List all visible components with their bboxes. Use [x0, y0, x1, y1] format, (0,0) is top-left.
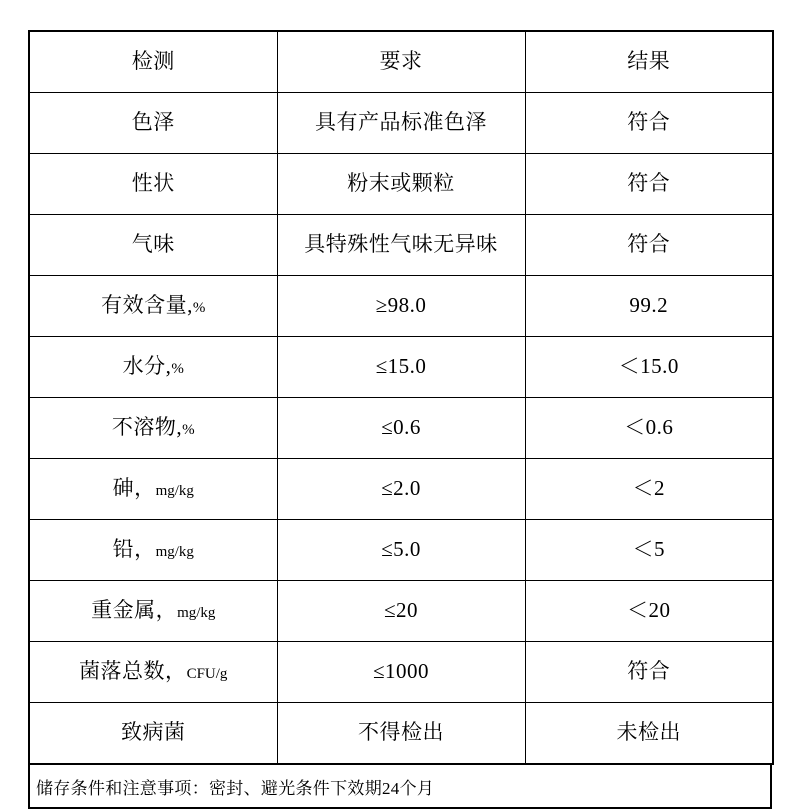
storage-note: 储存条件和注意事项：密封、避光条件下效期24个月: [28, 765, 772, 809]
item-unit: mg/kg: [177, 605, 216, 622]
table-body: [29, 31, 773, 764]
table-header-row: [29, 31, 773, 93]
cell-result: 99.2: [525, 276, 773, 337]
item-unit: %: [192, 300, 206, 317]
cell-result: 符合: [525, 154, 773, 215]
item-unit: mg/kg: [155, 544, 194, 561]
cell-requirement: ≤20: [277, 581, 525, 642]
cell-result: ＜20: [525, 581, 773, 642]
cell-result: 符合: [525, 93, 773, 154]
cell-item: [29, 581, 277, 642]
cell-result: 符合: [525, 642, 773, 703]
cell-item: [29, 459, 277, 520]
item-label: 色泽: [131, 110, 175, 135]
cell-result: ＜15.0: [525, 337, 773, 398]
cell-item: [29, 93, 277, 154]
table-row: [29, 215, 773, 276]
cell-item: [29, 703, 277, 765]
cell-requirement: ≤1000: [277, 642, 525, 703]
cell-item: [29, 520, 277, 581]
cell-result: ＜5: [525, 520, 773, 581]
cell-item: [29, 276, 277, 337]
header-cell-result: 结果: [525, 31, 773, 93]
cell-item: [29, 642, 277, 703]
table-row: [29, 276, 773, 337]
table-row: [29, 337, 773, 398]
cell-item: [29, 215, 277, 276]
item-label: 有效含量,: [101, 293, 193, 318]
item-unit: %: [171, 361, 184, 378]
table-row: [29, 398, 773, 459]
header-cell-item: 检测: [29, 31, 277, 93]
cell-requirement: ≤2.0: [277, 459, 525, 520]
cell-item: [29, 154, 277, 215]
cell-result: ＜0.6: [525, 398, 773, 459]
cell-requirement: 具有产品标准色泽: [277, 93, 525, 154]
cell-item: [29, 337, 277, 398]
item-label: 致病菌: [121, 720, 186, 745]
cell-requirement: 不得检出: [277, 703, 525, 765]
item-unit: %: [182, 422, 195, 439]
table-row: [29, 154, 773, 215]
item-label: 菌落总数，: [79, 659, 187, 684]
item-label: 水分,: [122, 354, 172, 379]
cell-requirement: ≤0.6: [277, 398, 525, 459]
item-label: 铅，: [112, 537, 156, 562]
item-label: 不溶物,: [111, 415, 183, 440]
cell-requirement: 粉末或颗粒: [277, 154, 525, 215]
item-label: 性状: [131, 171, 175, 196]
table-row: [29, 642, 773, 703]
item-label: 气味: [131, 232, 175, 257]
cell-result: ＜2: [525, 459, 773, 520]
table-row: [29, 520, 773, 581]
cell-requirement: 具特殊性气味无异味: [277, 215, 525, 276]
item-label: 砷，: [112, 476, 156, 501]
item-unit: CFU/g: [186, 666, 228, 683]
cell-item: [29, 398, 277, 459]
cell-requirement: ≤5.0: [277, 520, 525, 581]
table-row: [29, 93, 773, 154]
item-label: 重金属，: [91, 598, 178, 623]
cell-requirement: ≥98.0: [277, 276, 525, 337]
table-row: [29, 581, 773, 642]
cell-result: 符合: [525, 215, 773, 276]
table-row: [29, 703, 773, 765]
cell-result: 未检出: [525, 703, 773, 765]
table-row: [29, 459, 773, 520]
specification-table: [28, 30, 774, 765]
header-cell-requirement: 要求: [277, 31, 525, 93]
cell-requirement: ≤15.0: [277, 337, 525, 398]
item-unit: mg/kg: [155, 483, 194, 500]
